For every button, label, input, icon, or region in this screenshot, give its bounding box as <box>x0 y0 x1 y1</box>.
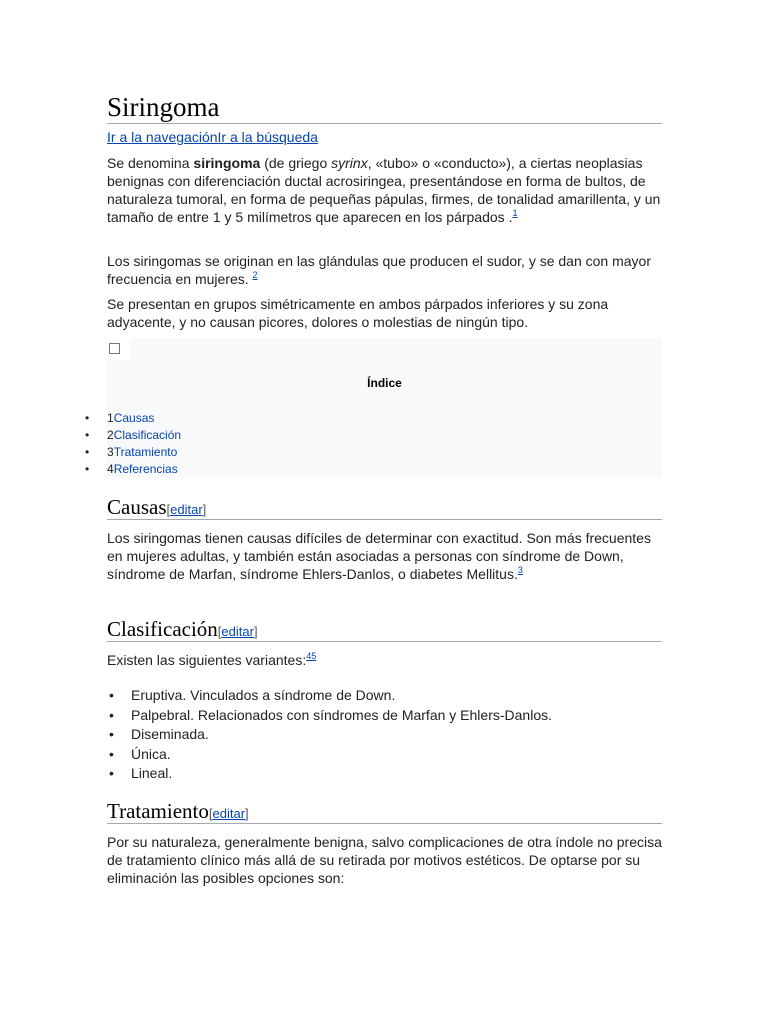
reference-link[interactable]: 2 <box>252 270 258 280</box>
bullet-icon: • <box>109 726 114 742</box>
jump-link[interactable]: Ir a la navegaciónIr a la búsqueda <box>107 129 318 145</box>
list-item-text: Única. <box>131 745 171 762</box>
toc-title: Índice <box>367 376 402 390</box>
heading-text: Clasificación <box>107 617 218 641</box>
bullet-icon: • <box>85 428 90 442</box>
section-divider <box>107 823 662 824</box>
list-item-text: Eruptiva. Vinculados a síndrome de Down. <box>131 687 396 703</box>
list-item <box>107 725 552 745</box>
causas-paragraph <box>107 529 662 583</box>
toc-number: 3 <box>107 445 114 459</box>
intro-text: , «tubo» o «conducto»), a ciertas neoplasias benignas con diferenciación ductal acrosiringea, presentándose en forma de bultos, de naturaleza tumoral, en forma de pequeñas pápulas, firmes, de tonalidad amarillenta, y un tamaño de entre 1 y 5 milímetros que aparecen en los párpados . <box>107 155 661 225</box>
intro-paragraph-2 <box>107 252 662 288</box>
bullet-icon: • <box>109 706 114 723</box>
toc-item[interactable] <box>85 444 181 461</box>
heading-text: Causas <box>107 495 167 519</box>
list-item <box>107 686 552 706</box>
toc-number: 1 <box>107 411 114 425</box>
section-text: Los siringomas tienen causas difíciles de determinar con exactitud. Son más frecuentes en mujeres adultas, y también están asociadas a personas con síndrome de Down, síndrome de Marfan, síndrome Ehlers-Danlos, o diabetes Mellitus. <box>107 530 651 582</box>
bullet-icon: • <box>109 765 114 781</box>
reference-link[interactable]: 3 <box>517 565 523 575</box>
toc-item[interactable] <box>85 410 181 427</box>
jump-links <box>107 128 318 146</box>
heading-text: Tratamiento <box>107 799 209 823</box>
checkbox-icon <box>109 343 120 354</box>
page-title: Siringoma <box>107 92 220 122</box>
toc-link-causas[interactable]: Causas <box>113 411 155 425</box>
tratamiento-paragraph: Por su naturaleza, generalmente benigna, salvo complicaciones de otra índole no precisa de tratamiento clínico más allá de su retirada por motivos estéticos. De optarse por su eliminación las posibles opciones son: <box>107 834 662 886</box>
clasificacion-paragraph <box>107 651 662 669</box>
table-of-contents <box>85 338 662 477</box>
edit-link[interactable]: editar <box>221 624 254 639</box>
toc-number: 2 <box>107 428 114 442</box>
intro-text: Los siringomas se originan en las glándulas que producen el sudor, y se dan con mayor frecuencia en mujeres. <box>107 253 651 287</box>
section-divider <box>107 641 662 642</box>
list-item <box>107 745 552 765</box>
toc-item[interactable] <box>85 461 181 478</box>
edit-link[interactable]: editar <box>170 502 203 517</box>
reference-link[interactable]: 45 <box>306 651 317 661</box>
section-heading-causas: Causas[editar] <box>107 495 207 519</box>
intro-text: Se denomina <box>107 155 194 171</box>
intro-paragraph-1 <box>107 154 662 226</box>
toc-link-tratamiento[interactable]: Tratamiento <box>113 445 178 459</box>
title-divider <box>107 123 662 124</box>
toc-toggle-checkbox[interactable] <box>107 338 131 360</box>
toc-link-referencias[interactable]: Referencias <box>113 462 178 476</box>
section-divider <box>107 519 662 520</box>
list-item-text: Lineal. <box>131 765 173 781</box>
bullet-icon: • <box>85 411 90 425</box>
list-item <box>107 706 552 726</box>
intro-paragraph-3: Se presentan en grupos simétricamente en ambos párpados inferiores y su zona adyacente, y no causan picores, dolores o molestias de ningún tipo. <box>107 296 609 330</box>
list-item <box>107 764 552 784</box>
list-item-text: Diseminada. <box>131 726 209 742</box>
section-heading-tratamiento: Tratamiento[editar] <box>107 799 249 823</box>
term-bold: siringoma <box>193 155 261 171</box>
intro-text: (de griego <box>260 155 332 171</box>
toc-number: 4 <box>107 462 114 476</box>
term-italic: syrinx <box>331 155 368 171</box>
bullet-icon: • <box>109 745 114 762</box>
edit-link[interactable]: editar <box>212 806 246 821</box>
bullet-icon: • <box>109 687 114 703</box>
toc-item[interactable] <box>85 427 182 444</box>
variants-list <box>107 686 552 784</box>
toc-list <box>85 410 182 478</box>
bullet-icon: • <box>85 445 90 459</box>
toc-link-clasificacion[interactable]: Clasificación <box>113 428 182 442</box>
bullet-icon: • <box>85 462 90 476</box>
reference-link[interactable]: 1 <box>512 208 518 218</box>
section-text: Existen las siguientes variantes: <box>107 652 307 668</box>
list-item-text: Palpebral. Relacionados con síndromes de Marfan y Ehlers-Danlos. <box>131 706 552 723</box>
section-heading-clasificacion: Clasificación[editar] <box>107 617 258 641</box>
